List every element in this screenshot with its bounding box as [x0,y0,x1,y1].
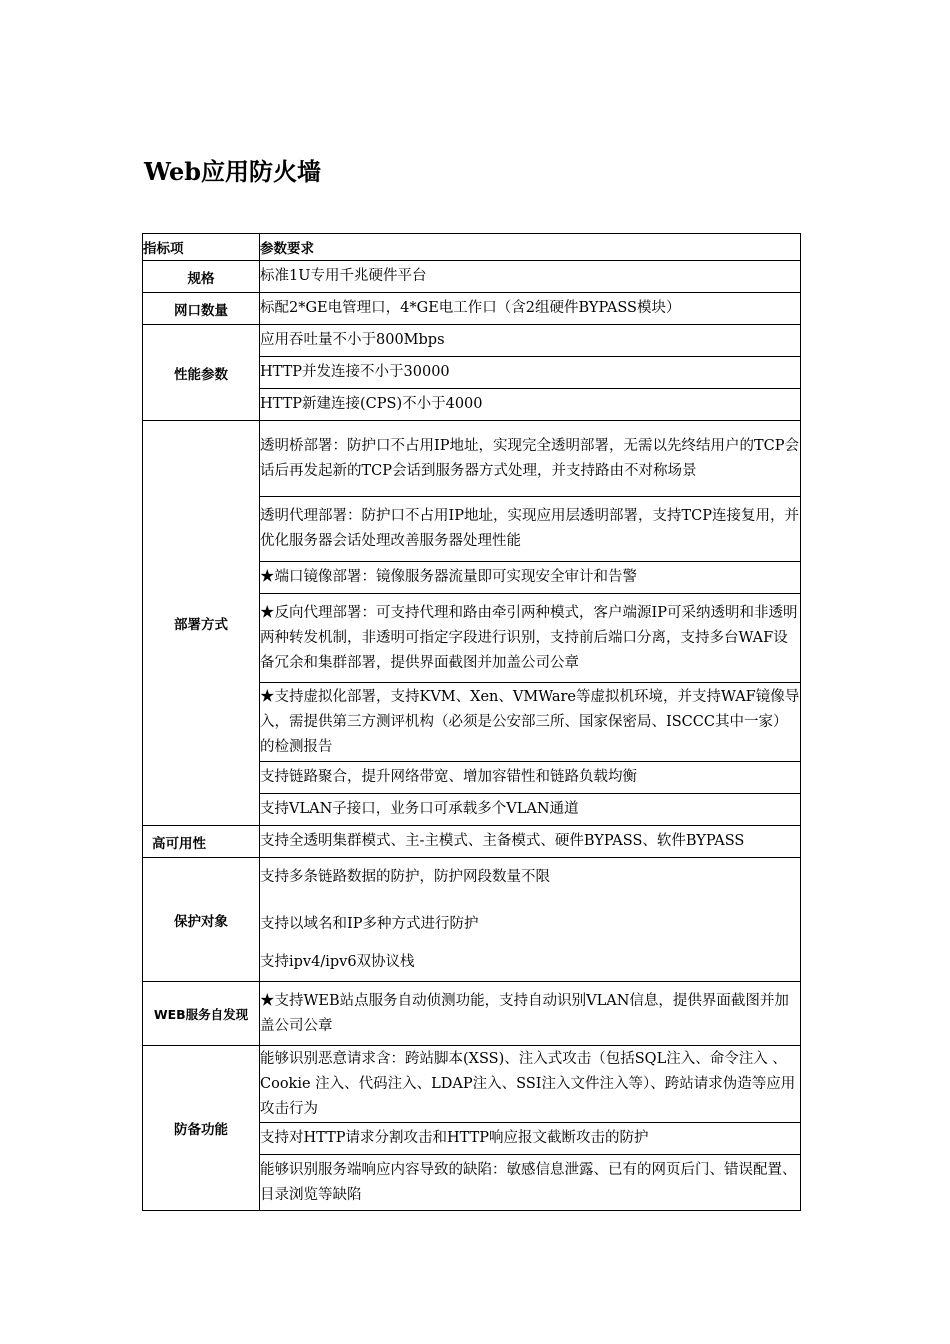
table-row [143,293,801,325]
deployment-item: 透明代理部署：防护口不占用IP地址，实现应用层透明部署，支持TCP连接复用，并优化服务器会话处理改善服务器处理性能 [260,497,801,562]
defense-item: 支持对HTTP请求分割攻击和HTTP响应报文截断攻击的防护 [260,1123,801,1155]
table-row [143,982,801,1046]
row-label-ports: 网口数量 [143,293,260,325]
row-label-deployment: 部署方式 [143,421,260,826]
table-row [143,826,801,858]
deployment-item: 支持VLAN子接口，业务口可承载多个VLAN通道 [260,794,801,826]
row-value-protection [260,858,801,982]
table-row [143,1046,801,1123]
deployment-item: 支持链路聚合，提升网络带宽、增加容错性和链路负载均衡 [260,762,801,794]
row-value-ports: 标配2*GE电管理口，4*GE电工作口（含2组硬件BYPASS模块） [260,293,801,325]
defense-item: 能够识别恶意请求含：跨站脚本(XSS)、注入式攻击（包括SQL注入、命令注入 、Cookie 注入、代码注入、LDAP注入、SSI注入文件注入等）、跨站请求伪造等应用攻击行为 [260,1046,801,1123]
row-value-specification: 标准1U专用千兆硬件平台 [260,261,801,293]
row-label-defense: 防备功能 [143,1046,260,1211]
table-row [143,421,801,497]
deployment-item: ★端口镜像部署：镜像服务器流量即可实现安全审计和告警 [260,562,801,594]
row-label-specification: 规格 [143,261,260,293]
table-row [143,858,801,982]
defense-item: 能够识别服务端响应内容导致的缺陷：敏感信息泄露、已有的网页后门、错误配置、目录浏览等缺陷 [260,1155,801,1211]
row-label-protection: 保护对象 [143,858,260,982]
row-value-discovery: ★支持WEB站点服务自动侦测功能，支持自动识别VLAN信息，提供界面截图并加盖公司公章 [260,982,801,1046]
row-label-ha: 高可用性 [143,826,260,858]
deployment-item: ★支持虚拟化部署，支持KVM、Xen、VMWare等虚拟机环境，并支持WAF镜像导入，需提供第三方测评机构（必须是公安部三所、国家保密局、ISCCC其中一家）的检测报告 [260,683,801,762]
deployment-item: 透明桥部署：防护口不占用IP地址，实现完全透明部署，无需以先终结用户的TCP会话后再发起新的TCP会话到服务器方式处理，并支持路由不对称场景 [260,421,801,497]
table-header-row [143,234,801,261]
deployment-item: ★反向代理部署：可支持代理和路由牵引两种模式，客户端源IP可采纳透明和非透明两种转发机制，非透明可指定字段进行识别，支持前后端口分离，支持多台WAF设备冗余和集群部署，提供界面截图并加盖公司公章 [260,594,801,683]
table-row [143,325,801,357]
protection-item: 支持ipv4/ipv6双协议栈 [260,953,415,970]
protection-item: 支持多条链路数据的防护，防护网段数量不限 [260,868,550,885]
performance-item: HTTP新建连接(CPS)不小于4000 [260,389,801,421]
row-value-ha: 支持全透明集群模式、主-主模式、主备模式、硬件BYPASS、软件BYPASS [260,826,801,858]
performance-item: 应用吞吐量不小于800Mbps [260,325,801,357]
header-col-indicator: 指标项 [143,234,260,261]
row-label-performance: 性能参数 [143,325,260,421]
page-title: Web应用防火墙 [144,157,322,186]
table-row [143,261,801,293]
performance-item: HTTP并发连接不小于30000 [260,357,801,389]
spec-table [142,233,801,1211]
protection-item: 支持以域名和IP多种方式进行防护 [260,915,479,932]
row-label-discovery: WEB服务自发现 [143,982,260,1046]
header-col-requirement: 参数要求 [260,234,801,261]
